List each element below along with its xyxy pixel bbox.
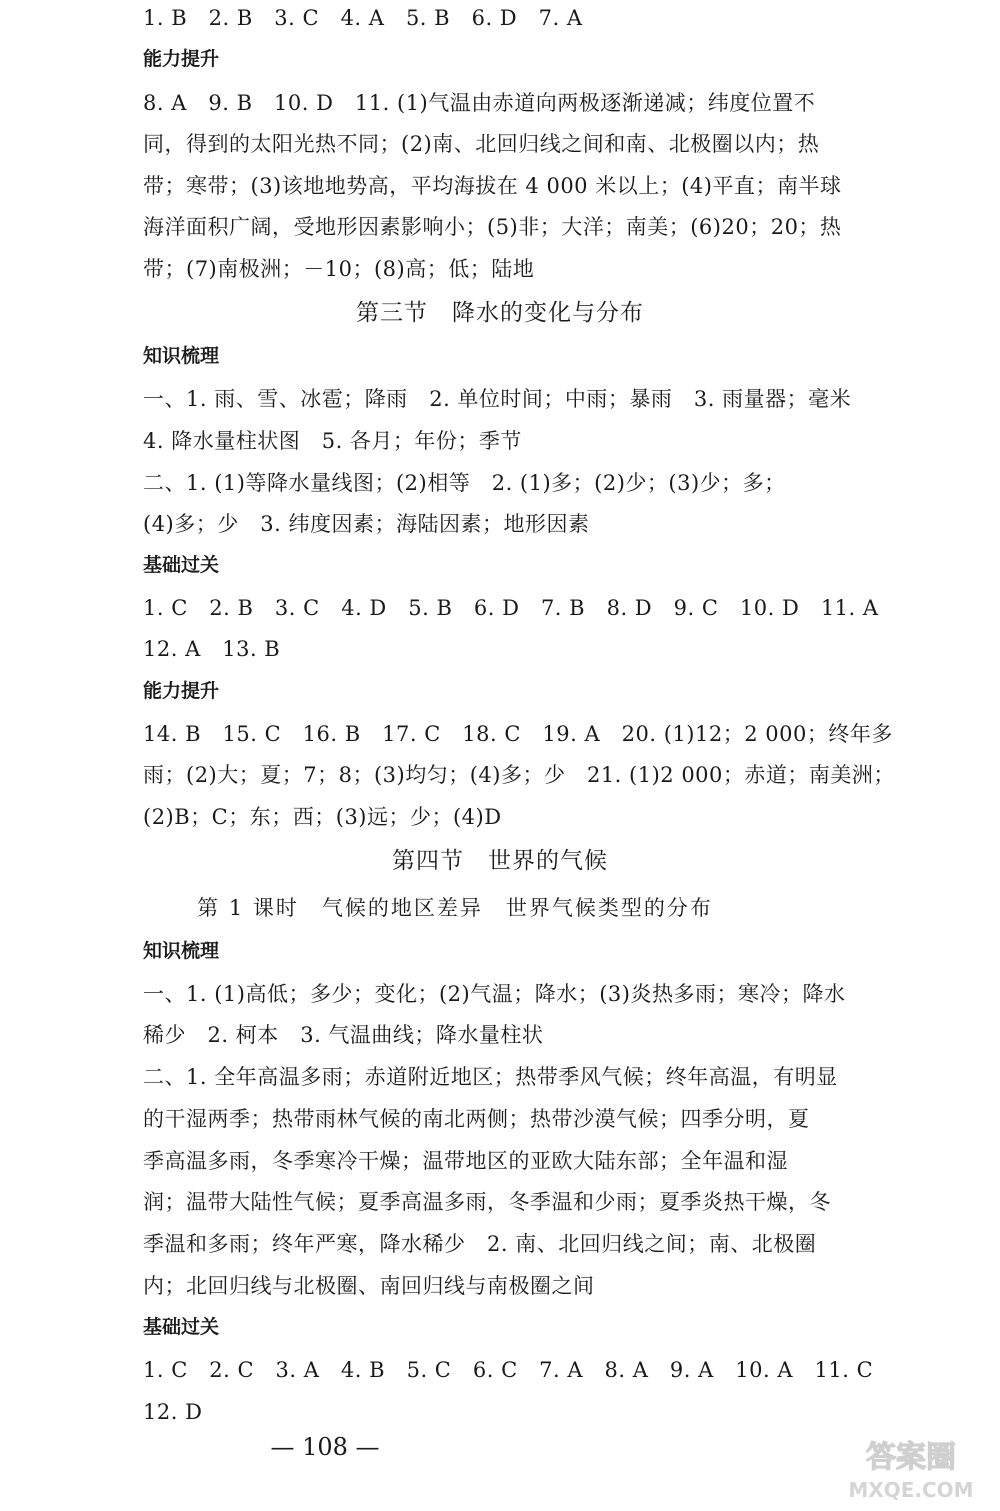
answer-line: 一、1. 雨、雪、冰雹；降雨 2. 单位时间；中雨；暴雨 3. 雨量器；毫米 <box>143 387 852 411</box>
answer-line: 海洋面积广阔，受地形因素影响小；(5)非；大洋；南美；(6)20；20；热 <box>143 215 842 239</box>
answer-line: 12. D <box>143 1400 203 1424</box>
answer-line: 带；(7)南极洲；－10；(8)高；低；陆地 <box>143 257 535 281</box>
answer-line: 季温和多雨；终年严寒，降水稀少 2. 南、北回归线之间；南、北极圈 <box>143 1232 817 1256</box>
answer-line: 14. B 15. C 16. B 17. C 18. C 19. A 20. (1)12；2 000；终年多 <box>143 722 893 746</box>
answer-line: 4. 降水量柱状图 5. 各月；年份；季节 <box>143 429 522 453</box>
answer-line: 内；北回归线与北极圈、南回归线与南极圈之间 <box>143 1274 595 1298</box>
answer-line: (2)B；C；东；西；(3)远；少；(4)D <box>143 805 502 829</box>
answer-line: 二、1. (1)等降水量线图；(2)相等 2. (1)多；(2)少；(3)少；多； <box>143 471 786 495</box>
answer-line: 1. B 2. B 3. C 4. A 5. B 6. D 7. A <box>143 6 583 30</box>
section-heading: 能力提升 <box>143 48 220 70</box>
answer-line: 季高温多雨，冬季寒冷干燥；温带地区的亚欧大陆东部；全年温和湿 <box>143 1149 788 1173</box>
answer-line: 1. C 2. B 3. C 4. D 5. B 6. D 7. B 8. D 9. C 10. D 11. A <box>143 596 879 620</box>
section-title: 第三节 降水的变化与分布 <box>356 300 644 326</box>
answer-line: 8. A 9. B 10. D 11. (1)气温由赤道向两极逐渐递减；纬度位置不 <box>143 91 816 115</box>
section-heading: 知识梳理 <box>143 940 220 962</box>
answer-line: 1. C 2. C 3. A 4. B 5. C 6. C 7. A 8. A 9. A 10. A 11. C <box>143 1358 874 1382</box>
answer-line: 一、1. (1)高低；多少；变化；(2)气温；降水；(3)炎热多雨；寒冷；降水 <box>143 982 846 1006</box>
answer-line: 12. A 13. B <box>143 637 281 661</box>
section-title: 第四节 世界的气候 <box>392 848 608 874</box>
answer-line: 同，得到的太阳光热不同；(2)南、北回归线之间和南、北极圈以内；热 <box>143 132 820 156</box>
lesson-title: 第 1 课时 气候的地区差异 世界气候类型的分布 <box>197 896 713 920</box>
section-heading: 能力提升 <box>143 680 220 702</box>
watermark-logo <box>836 1435 986 1505</box>
answer-line: 雨；(2)大；夏；7；8；(3)均匀；(4)多；少 21. (1)2 000；赤道；南美洲； <box>143 763 895 787</box>
answer-line: 润；温带大陆性气候；夏季高温多雨，冬季温和少雨；夏季炎热干燥，冬 <box>143 1190 831 1214</box>
page-number: — 108 — <box>270 1433 380 1461</box>
answer-line: 二、1. 全年高温多雨；赤道附近地区；热带季风气候；终年高温，有明显 <box>143 1065 838 1089</box>
section-heading: 知识梳理 <box>143 345 220 367</box>
watermark-bottom-text: MXQE.COM <box>848 1478 974 1502</box>
watermark-top-text: 答案圈 <box>866 1440 956 1475</box>
answer-line: 带；寒带；(3)该地地势高，平均海拔在 4 000 米以上；(4)平直；南半球 <box>143 174 842 198</box>
section-heading: 基础过关 <box>143 554 220 576</box>
section-heading: 基础过关 <box>143 1316 220 1338</box>
answer-line: 的干湿两季；热带雨林气候的南北两侧；热带沙漠气候；四季分明，夏 <box>143 1107 810 1131</box>
answer-line: 稀少 2. 柯本 3. 气温曲线；降水量柱状 <box>143 1023 544 1047</box>
answer-line: (4)多；少 3. 纬度因素；海陆因素；地形因素 <box>143 512 590 536</box>
